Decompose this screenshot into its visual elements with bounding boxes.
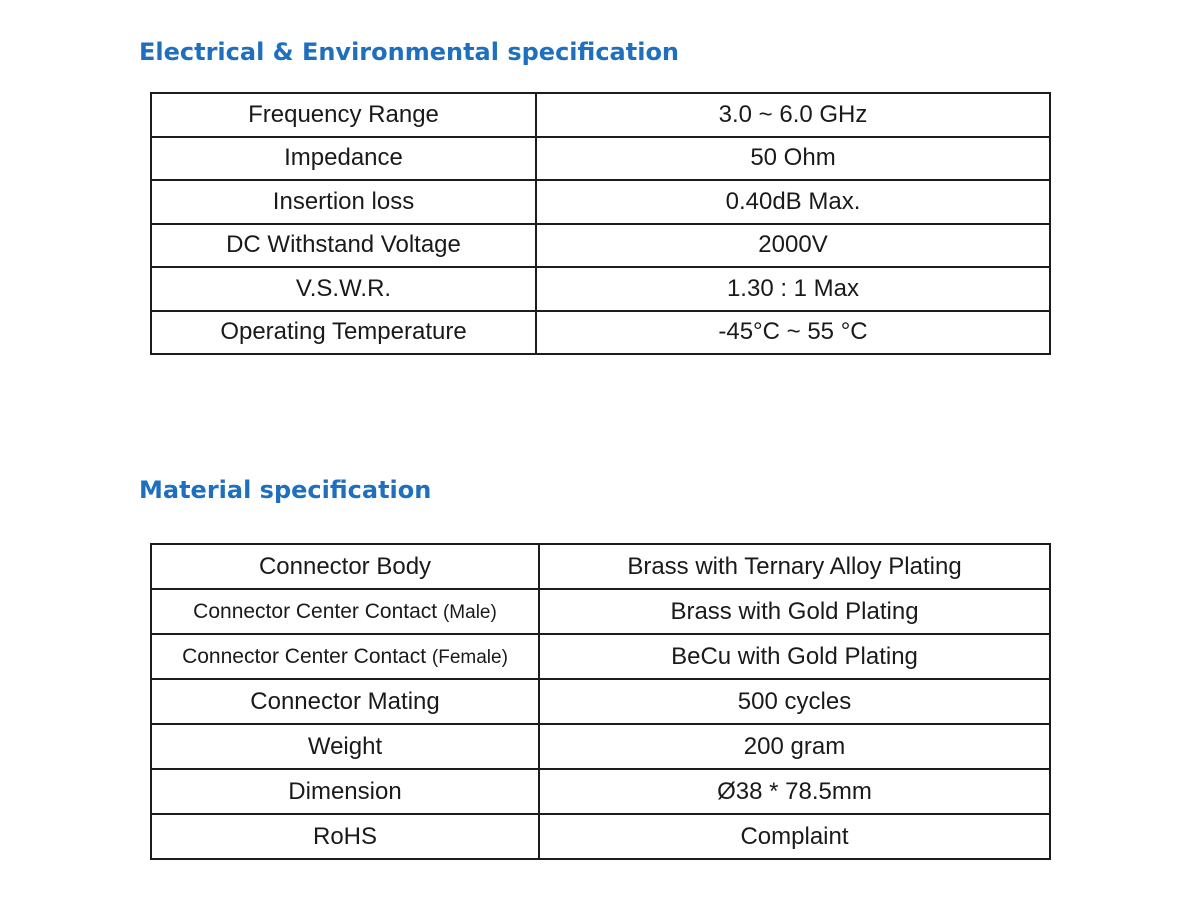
spec-label-main: Connector Center Contact: [193, 599, 438, 623]
table-row: [151, 814, 1050, 859]
spec-label: Frequency Range: [151, 93, 536, 137]
spec-value: Brass with Ternary Alloy Plating: [539, 544, 1050, 589]
spec-label: DC Withstand Voltage: [151, 224, 536, 268]
spec-label: Weight: [151, 724, 539, 769]
spec-label: Insertion loss: [151, 180, 536, 224]
table-row: [151, 769, 1050, 814]
table-row: [151, 180, 1050, 224]
spec-value: 50 Ohm: [536, 137, 1050, 181]
spec-label: Dimension: [151, 769, 539, 814]
spec-value: 0.40dB Max.: [536, 180, 1050, 224]
material-spec-table: [150, 543, 1051, 860]
spec-value: Brass with Gold Plating: [539, 589, 1050, 634]
material-section-title: Material specification: [139, 476, 432, 504]
spec-label-suffix: (Male): [442, 601, 497, 623]
spec-label: RoHS: [151, 814, 539, 859]
spec-label-suffix: (Female): [431, 646, 508, 668]
table-row: [151, 311, 1050, 355]
spec-value: Complaint: [539, 814, 1050, 859]
spec-value: -45°C ~ 55 °C: [536, 311, 1050, 355]
table-row: [151, 679, 1050, 724]
table-row: [151, 267, 1050, 311]
table-row: [151, 93, 1050, 137]
table-row: [151, 544, 1050, 589]
table-row: [151, 634, 1050, 679]
spec-label: Operating Temperature: [151, 311, 536, 355]
spec-value: 200 gram: [539, 724, 1050, 769]
spec-label: [151, 589, 539, 634]
electrical-section-title: Electrical & Environmental specification: [139, 38, 680, 66]
table-row: [151, 224, 1050, 268]
spec-value: BeCu with Gold Plating: [539, 634, 1050, 679]
spec-value: 500 cycles: [539, 679, 1050, 724]
table-row: [151, 724, 1050, 769]
spec-label: Connector Mating: [151, 679, 539, 724]
electrical-spec-table: [150, 92, 1051, 355]
spec-label: Connector Body: [151, 544, 539, 589]
spec-value: 1.30 : 1 Max: [536, 267, 1050, 311]
table-row: [151, 589, 1050, 634]
table-row: [151, 137, 1050, 181]
spec-value: Ø38 * 78.5mm: [539, 769, 1050, 814]
spec-label: [151, 634, 539, 679]
spec-value: 3.0 ~ 6.0 GHz: [536, 93, 1050, 137]
spec-label: Impedance: [151, 137, 536, 181]
spec-value: 2000V: [536, 224, 1050, 268]
spec-label-main: Connector Center Contact: [182, 644, 427, 668]
spec-label: V.S.W.R.: [151, 267, 536, 311]
